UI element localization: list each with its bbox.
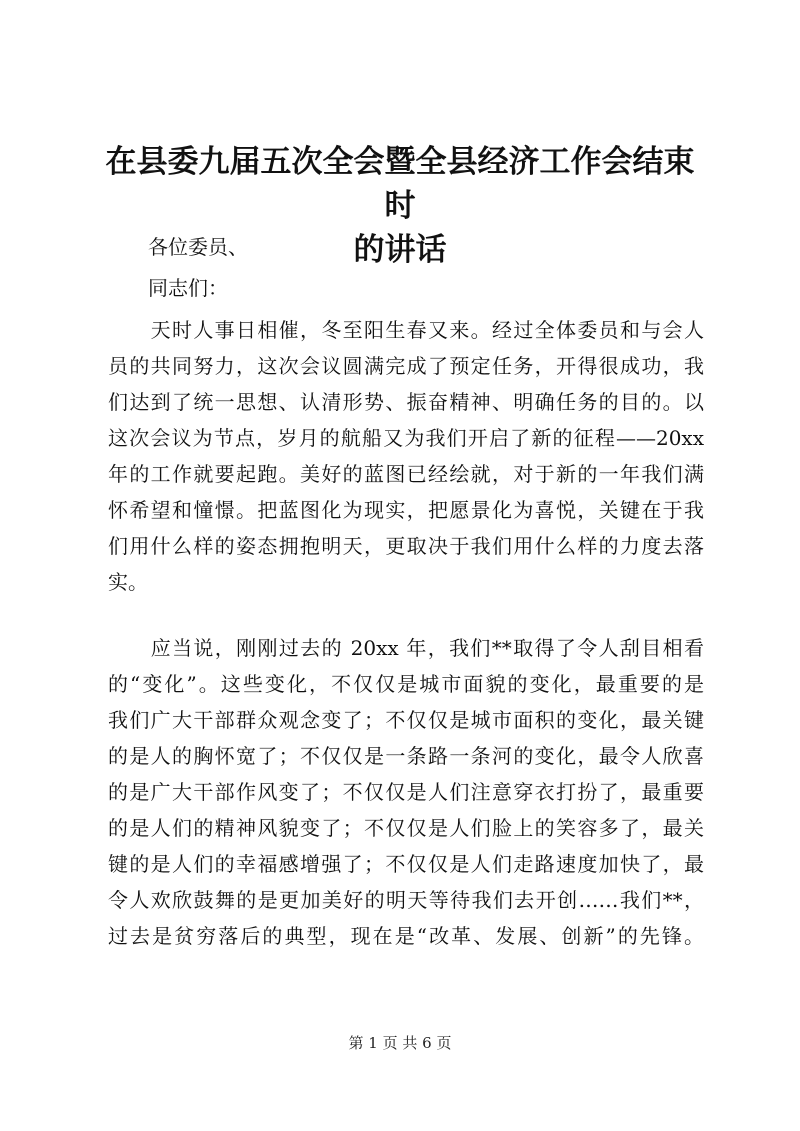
paragraph-line: 们达到了统一思想、认清形势、振奋精神、明确任务的目的。以 bbox=[108, 390, 704, 414]
paragraph-line: 们用什么样的姿态拥抱明天，更取决于我们用什么样的力度去落 bbox=[108, 534, 704, 558]
paragraph-line: 的是人的胸怀宽了；不仅仅是一条路一条河的变化，最令人欣喜 bbox=[108, 744, 704, 768]
page-number: 第 1 页 共 6 页 bbox=[348, 1034, 452, 1052]
paragraph-line: 怀希望和憧憬。把蓝图化为现实，把愿景化为喜悦，关键在于我 bbox=[108, 498, 704, 522]
paragraph-line: 的是广大干部作风变了；不仅仅是人们注意穿衣打扮了，最重要 bbox=[108, 780, 704, 804]
title-line-1: 在县委九届五次全会暨全县经济工作会结束时 bbox=[105, 144, 695, 224]
salutation-comrades: 同志们： bbox=[148, 276, 228, 300]
paragraph-line: 过去是贫穷落后的典型，现在是“改革、发展、创新”的先锋。 bbox=[108, 924, 704, 948]
paragraph-1 bbox=[108, 312, 704, 600]
paragraph-line: 实。 bbox=[108, 570, 148, 594]
paragraph-2 bbox=[108, 630, 704, 954]
paragraph-line: 的是人们的精神风貌变了；不仅仅是人们脸上的笑容多了，最关 bbox=[108, 816, 704, 840]
title-line-2: 的讲话 bbox=[353, 232, 447, 268]
paragraph-line: 的“变化”。这些变化，不仅仅是城市面貌的变化，最重要的是 bbox=[108, 672, 704, 696]
salutation-members: 各位委员、 bbox=[148, 235, 248, 259]
paragraph-line: 年的工作就要起跑。美好的蓝图已经绘就，对于新的一年我们满 bbox=[108, 462, 704, 486]
paragraph-line: 令人欢欣鼓舞的是更加美好的明天等待我们去开创……我们**， bbox=[108, 888, 704, 912]
paragraph-line: 员的共同努力，这次会议圆满完成了预定任务，开得很成功，我 bbox=[108, 354, 704, 378]
paragraph-line: 键的是人们的幸福感增强了；不仅仅是人们走路速度加快了，最 bbox=[108, 852, 704, 876]
paragraph-line: 这次会议为节点，岁月的航船又为我们开启了新的征程——20xx bbox=[108, 426, 704, 450]
page-footer bbox=[0, 1033, 800, 1053]
paragraph-line: 我们广大干部群众观念变了；不仅仅是城市面积的变化，最关键 bbox=[108, 708, 704, 732]
paragraph-line: 应当说，刚刚过去的 20xx 年，我们**取得了令人刮目相看 bbox=[108, 636, 704, 660]
paragraph-line: 天时人事日相催，冬至阳生春又来。经过全体委员和与会人 bbox=[108, 318, 704, 342]
